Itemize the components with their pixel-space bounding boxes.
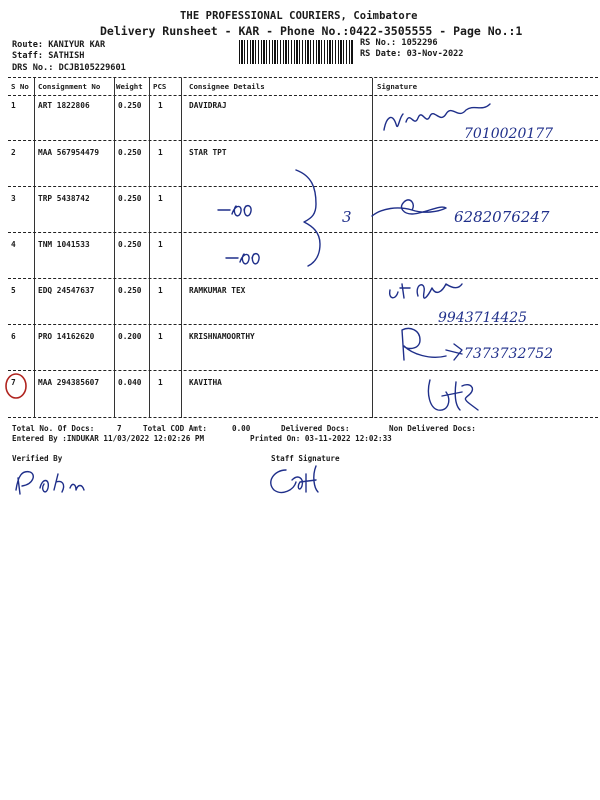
col-pcs: PCS <box>153 82 167 91</box>
col-signature: Signature <box>377 82 418 91</box>
row-pcs: 1 <box>158 332 163 341</box>
row-pcs: 1 <box>158 286 163 295</box>
phone-row-5: 9943714425 <box>438 310 528 326</box>
row-consignee: STAR TPT <box>189 148 227 157</box>
staff-signature-label: Staff Signature <box>271 454 340 463</box>
signature-row-3 <box>372 200 446 216</box>
row-weight: 0.040 <box>118 378 142 387</box>
col-consignment: Consignment No <box>38 82 101 91</box>
row-weight: 0.250 <box>118 101 142 110</box>
row-sno: 6 <box>11 332 16 341</box>
row-consignee: DAVIDRAJ <box>189 101 227 110</box>
total-cod-label: Total COD Amt: <box>143 424 208 433</box>
row-consignee: KAVITHA <box>189 378 222 387</box>
row-weight: 0.250 <box>118 240 142 249</box>
signature-row-6 <box>402 328 462 360</box>
printed-on: Printed On: 03-11-2022 12:02:33 <box>250 434 392 443</box>
staff-signature <box>271 466 318 492</box>
row-sno: 3 <box>11 194 16 203</box>
row-consignment: ART 1822806 <box>38 101 90 110</box>
staff-label: Staff: SATHISH <box>12 51 85 61</box>
ditto-mark-row-4 <box>226 254 259 264</box>
row-consignment: EDQ 24547637 <box>38 286 95 295</box>
row-sno: 5 <box>11 286 16 295</box>
entered-by: Entered By :INDUKAR 11/03/2022 12:02:26 PM <box>12 434 205 443</box>
count-row-3: 3 <box>342 208 352 226</box>
company-name: THE PROFESSIONAL COURIERS, Coimbatore <box>180 10 418 22</box>
row-consignment: MAA 567954479 <box>38 148 100 157</box>
runsheet-title: Delivery Runsheet - KAR - Phone No.:0422-3505555 - Page No.:1 <box>100 24 523 38</box>
row-consignee: KRISHNAMOORTHY <box>189 332 255 341</box>
verified-by-signature <box>16 472 84 494</box>
non-delivered-docs-label: Non Delivered Docs: <box>389 424 476 433</box>
row-consignment: TNM 1041533 <box>38 240 90 249</box>
row-sno: 2 <box>11 148 16 157</box>
row-pcs: 1 <box>158 148 163 157</box>
total-cod-value: 0.00 <box>232 424 251 433</box>
row-sno: 1 <box>11 101 16 110</box>
row-weight: 0.250 <box>118 148 142 157</box>
total-docs-label: Total No. Of Docs: <box>12 424 95 433</box>
col-consignee: Consignee Details <box>189 82 265 91</box>
rs-number: RS No.: 1052296 <box>360 38 438 48</box>
brace-mark <box>296 170 320 266</box>
row-sno: 7 <box>11 378 16 387</box>
row-weight: 0.250 <box>118 194 142 203</box>
total-docs-value: 7 <box>117 424 122 433</box>
circle-mark-row-7 <box>6 374 26 398</box>
row-weight: 0.200 <box>118 332 142 341</box>
col-sno: S No <box>11 82 29 91</box>
verified-by-label: Verified By <box>12 454 63 463</box>
phone-row-6: 7373732752 <box>464 346 554 362</box>
row-pcs: 1 <box>158 378 163 387</box>
phone-row-1: 7010020177 <box>464 126 554 142</box>
route-label: Route: KANIYUR KAR <box>12 40 106 50</box>
row-sno: 4 <box>11 240 16 249</box>
row-pcs: 1 <box>158 194 163 203</box>
row-consignment: PRO 14162620 <box>38 332 95 341</box>
row-pcs: 1 <box>158 240 163 249</box>
drs-number: DRS No.: DCJB105229601 <box>12 63 126 73</box>
rs-date: RS Date: 03-Nov-2022 <box>360 49 464 59</box>
signature-row-5 <box>390 284 462 298</box>
ditto-mark-row-3 <box>218 206 251 216</box>
signature-row-7 <box>428 380 478 410</box>
delivered-docs-label: Delivered Docs: <box>281 424 350 433</box>
row-consignment: MAA 294385607 <box>38 378 100 387</box>
row-pcs: 1 <box>158 101 163 110</box>
col-weight: Weight <box>116 82 143 91</box>
phone-row-3: 6282076247 <box>454 208 550 226</box>
row-weight: 0.250 <box>118 286 142 295</box>
row-consignment: TRP 5438742 <box>38 194 90 203</box>
row-consignee: RAMKUMAR TEX <box>189 286 246 295</box>
